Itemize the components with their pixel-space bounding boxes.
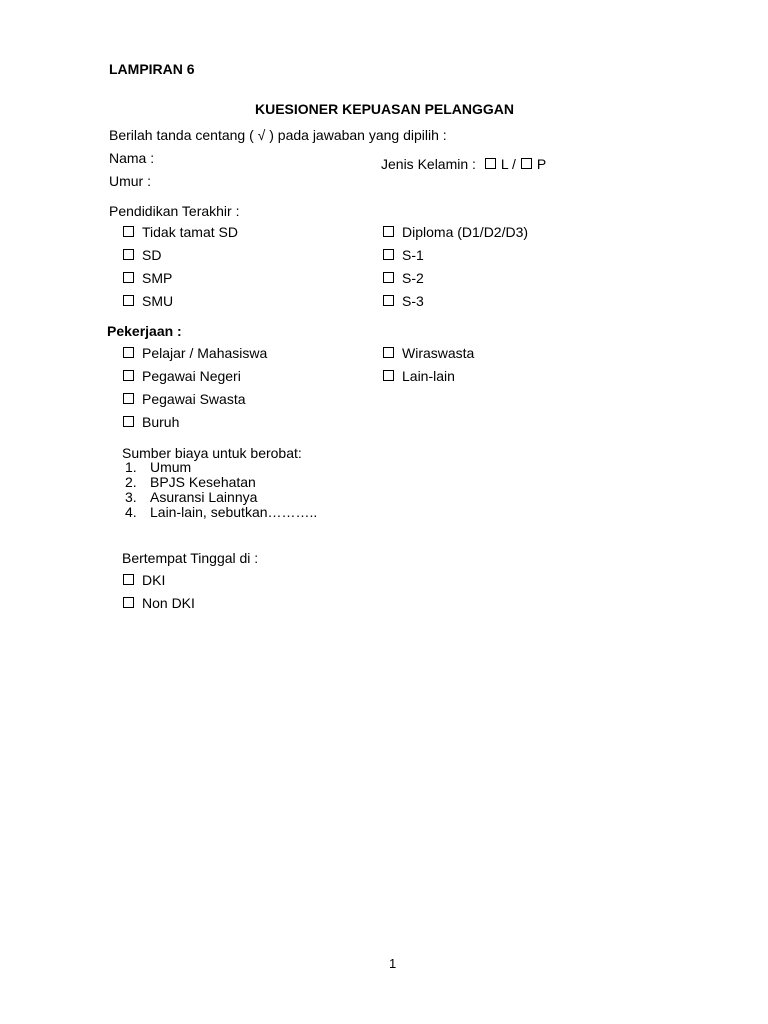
education-option-smp[interactable] [123,270,172,287]
gender-field [381,156,546,173]
list-number: 4. [125,504,137,520]
option-label: Non DKI [142,595,195,611]
option-label: Pegawai Swasta [142,391,246,407]
option-label: Lain-lain [402,368,455,384]
checkbox[interactable] [123,416,134,427]
option-label: Diploma (D1/D2/D3) [402,224,529,240]
gender-separator: / [512,156,516,172]
gender-female-checkbox[interactable] [521,158,532,169]
gender-female-label: P [536,156,547,172]
education-option-s3[interactable] [383,293,424,310]
occupation-option-lain-lain[interactable] [383,368,455,385]
option-label: Pelajar / Mahasiswa [142,345,268,361]
checkbox[interactable] [383,347,394,358]
residence-option-non-dki[interactable] [123,595,195,612]
option-label: DKI [142,572,166,588]
list-number: 1. [125,459,137,475]
education-option-smu[interactable] [123,293,173,310]
checkbox[interactable] [123,574,134,585]
residence-option-dki[interactable] [123,572,165,589]
gender-male-label: L [500,156,509,172]
list-text: Umum [150,459,192,475]
residence-label: Bertempat Tinggal di : [122,550,259,566]
appendix-label: LAMPIRAN 6 [109,61,195,77]
page-number: 1 [389,956,397,971]
option-label: Tidak tamat SD [142,224,238,240]
funding-item [125,490,257,505]
option-label: S-1 [402,247,424,263]
option-label: SMP [142,270,173,286]
checkbox[interactable] [123,393,134,404]
education-option-sd[interactable] [123,247,161,264]
checkbox[interactable] [383,272,394,283]
list-number: 3. [125,489,137,505]
checkbox[interactable] [383,295,394,306]
occupation-option-pegawai-swasta[interactable] [123,391,246,408]
education-option-s2[interactable] [383,270,424,287]
option-label: Buruh [142,414,180,430]
list-text: BPJS Kesehatan [150,474,256,490]
funding-item [125,475,256,490]
document-title: KUESIONER KEPUASAN PELANGGAN [255,101,515,117]
checkbox[interactable] [123,226,134,237]
gender-male-checkbox[interactable] [485,158,496,169]
education-option-s1[interactable] [383,247,424,264]
age-label: Umur : [109,173,151,189]
name-label: Nama : [109,150,155,166]
education-option-diploma[interactable] [383,224,528,241]
checkbox[interactable] [123,347,134,358]
checkbox[interactable] [383,226,394,237]
option-label: S-2 [402,270,424,286]
checkbox[interactable] [123,249,134,260]
checkbox[interactable] [123,295,134,306]
occupation-option-buruh[interactable] [123,414,179,431]
education-label: Pendidikan Terakhir : [109,203,240,219]
education-option-tidak-tamat-sd[interactable] [123,224,238,241]
gender-label: Jenis Kelamin : [381,156,476,172]
checkbox[interactable] [123,597,134,608]
funding-item [125,460,191,475]
funding-item [125,505,317,520]
occupation-option-pelajar[interactable] [123,345,267,362]
list-number: 2. [125,474,137,490]
option-label: SD [142,247,162,263]
checkbox[interactable] [383,370,394,381]
instruction-text: Berilah tanda centang ( √ ) pada jawaban yang dipilih : [109,127,447,143]
list-text: Asuransi Lainnya [150,489,258,505]
list-text: Lain-lain, sebutkan……….. [150,504,318,520]
occupation-label: Pekerjaan : [107,323,182,339]
option-label: Wiraswasta [402,345,475,361]
option-label: Pegawai Negeri [142,368,241,384]
occupation-option-wiraswasta[interactable] [383,345,474,362]
occupation-option-pegawai-negeri[interactable] [123,368,241,385]
option-label: SMU [142,293,174,309]
checkbox[interactable] [123,272,134,283]
funding-label: Sumber biaya untuk berobat: [122,445,302,461]
checkbox[interactable] [383,249,394,260]
checkbox[interactable] [123,370,134,381]
option-label: S-3 [402,293,424,309]
